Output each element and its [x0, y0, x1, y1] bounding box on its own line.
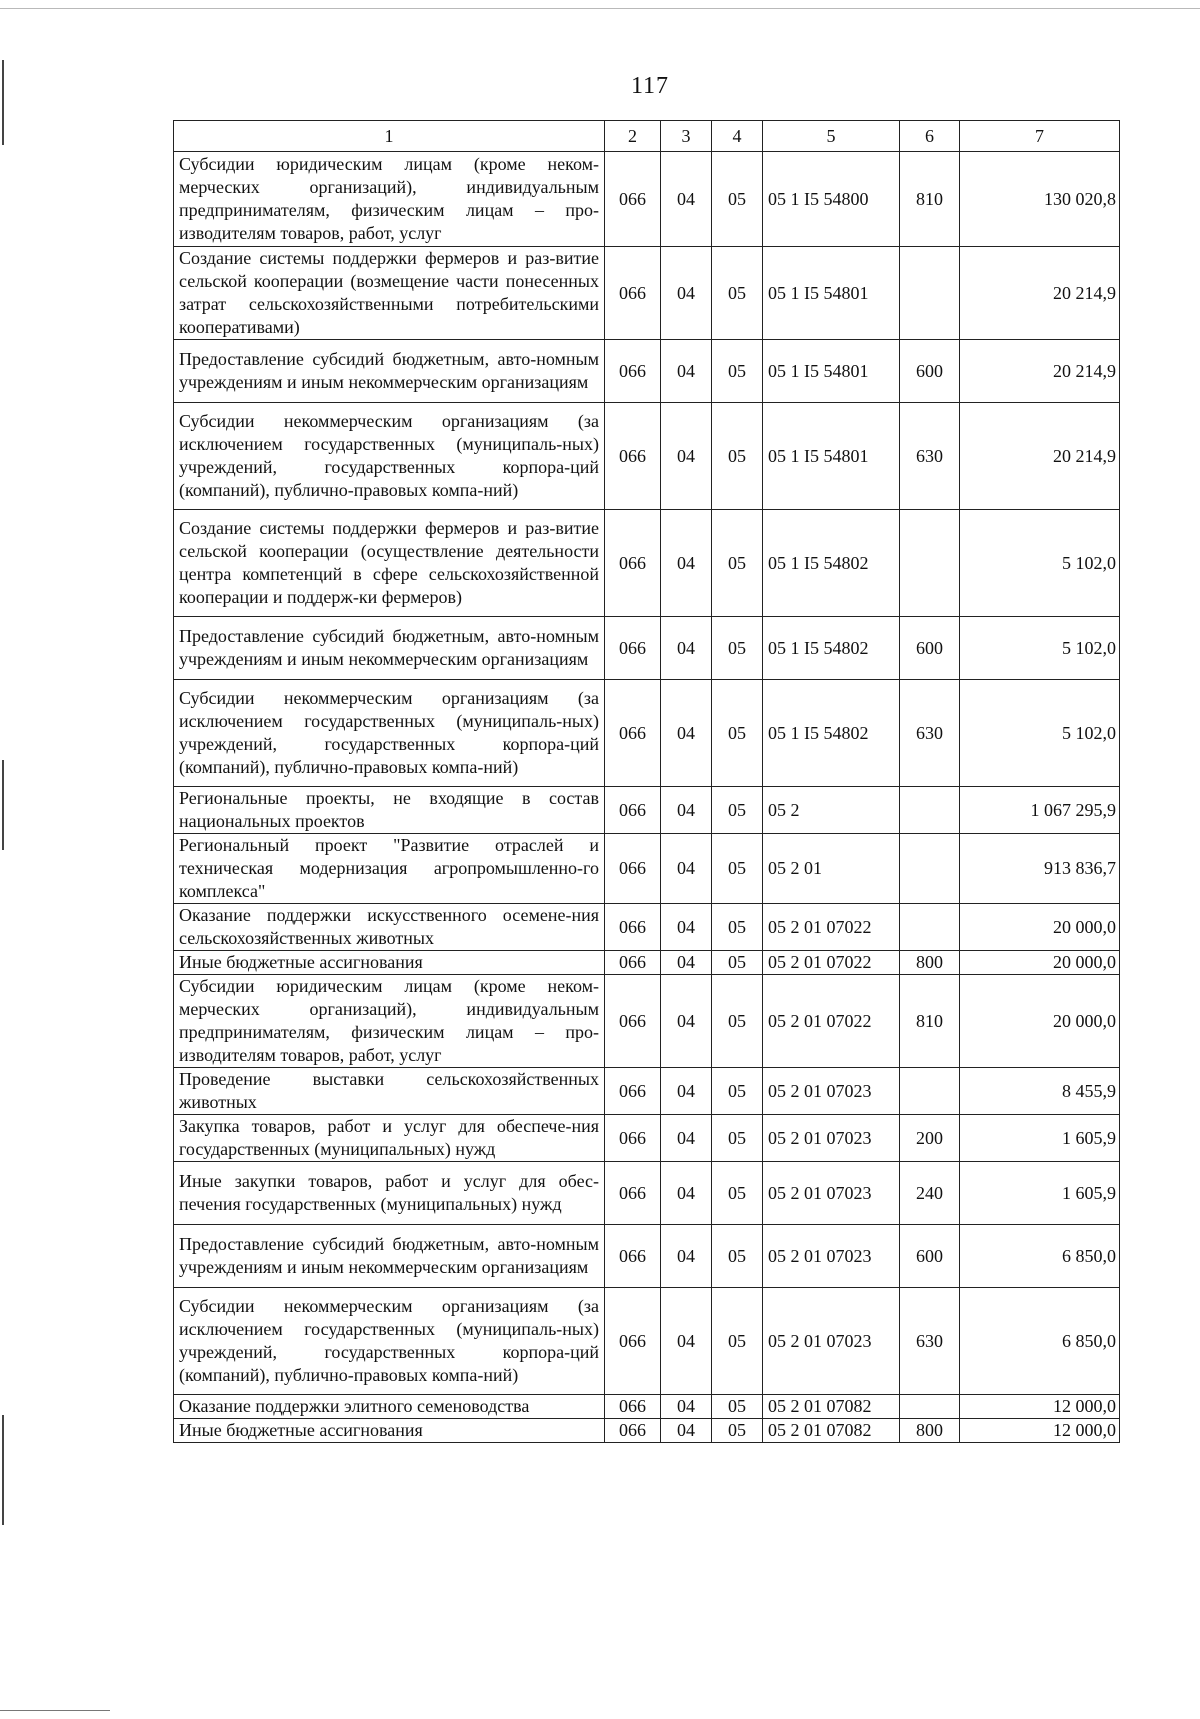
header-cell: 1 [174, 121, 605, 152]
amount-cell: 1 067 295,9 [960, 787, 1120, 834]
expense-type-cell: 630 [900, 1288, 960, 1395]
scan-bottom-mark [0, 1710, 110, 1711]
admin-code-cell: 066 [605, 152, 661, 247]
amount-cell: 5 102,0 [960, 680, 1120, 787]
expense-type-cell: 600 [900, 617, 960, 680]
section-cell: 04 [661, 1068, 712, 1115]
section-cell: 04 [661, 1115, 712, 1162]
target-article-cell: 05 2 01 07023 [763, 1288, 900, 1395]
amount-cell: 1 605,9 [960, 1115, 1120, 1162]
expense-type-cell: 630 [900, 680, 960, 787]
target-article-cell: 05 2 [763, 787, 900, 834]
amount-cell: 5 102,0 [960, 617, 1120, 680]
header-cell: 6 [900, 121, 960, 152]
target-article-cell: 05 1 I5 54800 [763, 152, 900, 247]
admin-code-cell: 066 [605, 1162, 661, 1225]
target-article-cell: 05 2 01 07022 [763, 904, 900, 951]
subsection-cell: 05 [712, 510, 763, 617]
target-article-cell: 05 1 I5 54801 [763, 340, 900, 403]
table-row [174, 834, 1120, 904]
section-cell: 04 [661, 787, 712, 834]
expense-type-cell: 600 [900, 1225, 960, 1288]
item-name-cell: Субсидии юридическим лицам (кроме неком-мерческих организаций), индивидуальным предпринимателям, физическим лицам – про-изводителям товаров, работ, услуг [174, 152, 605, 247]
table-row [174, 975, 1120, 1068]
amount-cell: 12 000,0 [960, 1419, 1120, 1443]
subsection-cell: 05 [712, 787, 763, 834]
admin-code-cell: 066 [605, 617, 661, 680]
subsection-cell: 05 [712, 834, 763, 904]
table-row [174, 1115, 1120, 1162]
section-cell: 04 [661, 247, 712, 340]
admin-code-cell: 066 [605, 904, 661, 951]
admin-code-cell: 066 [605, 951, 661, 975]
target-article-cell: 05 2 01 07023 [763, 1115, 900, 1162]
admin-code-cell: 066 [605, 1068, 661, 1115]
section-cell: 04 [661, 1225, 712, 1288]
item-name-cell: Региональный проект "Развитие отраслей и техническая модернизация агропромышленно-го комплекса" [174, 834, 605, 904]
section-cell: 04 [661, 951, 712, 975]
section-cell: 04 [661, 1288, 712, 1395]
table-row [174, 1395, 1120, 1419]
admin-code-cell: 066 [605, 975, 661, 1068]
item-name-cell: Оказание поддержки искусственного осемене-ния сельскохозяйственных животных [174, 904, 605, 951]
expense-type-cell [900, 247, 960, 340]
table-row [174, 787, 1120, 834]
section-cell: 04 [661, 975, 712, 1068]
item-name-cell: Иные бюджетные ассигнования [174, 951, 605, 975]
amount-cell: 20 214,9 [960, 403, 1120, 510]
subsection-cell: 05 [712, 340, 763, 403]
table-row [174, 403, 1120, 510]
subsection-cell: 05 [712, 975, 763, 1068]
subsection-cell: 05 [712, 247, 763, 340]
amount-cell: 20 000,0 [960, 975, 1120, 1068]
target-article-cell: 05 1 I5 54801 [763, 247, 900, 340]
scan-left-mark [2, 1415, 4, 1525]
item-name-cell: Субсидии некоммерческим организациям (за исключением государственных (муниципаль-ных) учреждений, государственных корпора-ций (компаний), публично-правовых компа-ний) [174, 680, 605, 787]
amount-cell: 20 000,0 [960, 904, 1120, 951]
item-name-cell: Иные бюджетные ассигнования [174, 1419, 605, 1443]
amount-cell: 130 020,8 [960, 152, 1120, 247]
header-cell: 2 [605, 121, 661, 152]
expense-type-cell [900, 834, 960, 904]
header-cell: 3 [661, 121, 712, 152]
item-name-cell: Субсидии некоммерческим организациям (за исключением государственных (муниципаль-ных) учреждений, государственных корпора-ций (компаний), публично-правовых компа-ний) [174, 403, 605, 510]
scan-top-edge [0, 8, 1200, 9]
admin-code-cell: 066 [605, 403, 661, 510]
target-article-cell: 05 1 I5 54802 [763, 510, 900, 617]
item-name-cell: Оказание поддержки элитного семеноводства [174, 1395, 605, 1419]
section-cell: 04 [661, 834, 712, 904]
section-cell: 04 [661, 152, 712, 247]
item-name-cell: Предоставление субсидий бюджетным, авто-номным учреждениям и иным некоммерческим организациям [174, 1225, 605, 1288]
target-article-cell: 05 1 I5 54802 [763, 680, 900, 787]
amount-cell: 20 214,9 [960, 247, 1120, 340]
admin-code-cell: 066 [605, 1395, 661, 1419]
item-name-cell: Субсидии некоммерческим организациям (за исключением государственных (муниципаль-ных) учреждений, государственных корпора-ций (компаний), публично-правовых компа-ний) [174, 1288, 605, 1395]
section-cell: 04 [661, 1162, 712, 1225]
expense-type-cell: 630 [900, 403, 960, 510]
subsection-cell: 05 [712, 904, 763, 951]
admin-code-cell: 066 [605, 247, 661, 340]
expense-type-cell: 800 [900, 951, 960, 975]
subsection-cell: 05 [712, 1115, 763, 1162]
expense-type-cell [900, 904, 960, 951]
section-cell: 04 [661, 510, 712, 617]
amount-cell: 20 214,9 [960, 340, 1120, 403]
table-row [174, 340, 1120, 403]
target-article-cell: 05 2 01 07023 [763, 1225, 900, 1288]
expense-type-cell [900, 1068, 960, 1115]
amount-cell: 6 850,0 [960, 1225, 1120, 1288]
table-row [174, 1288, 1120, 1395]
item-name-cell: Закупка товаров, работ и услуг для обеспече-ния государственных (муниципальных) нужд [174, 1115, 605, 1162]
subsection-cell: 05 [712, 1395, 763, 1419]
scan-left-mark [2, 760, 4, 850]
header-cell: 7 [960, 121, 1120, 152]
table-row [174, 1225, 1120, 1288]
section-cell: 04 [661, 680, 712, 787]
section-cell: 04 [661, 617, 712, 680]
section-cell: 04 [661, 1419, 712, 1443]
table-row [174, 680, 1120, 787]
amount-cell: 1 605,9 [960, 1162, 1120, 1225]
subsection-cell: 05 [712, 403, 763, 510]
table-row [174, 1419, 1120, 1443]
table-row [174, 1068, 1120, 1115]
target-article-cell: 05 2 01 07023 [763, 1162, 900, 1225]
item-name-cell: Иные закупки товаров, работ и услуг для обес-печения государственных (муниципальных) нужд [174, 1162, 605, 1225]
expense-type-cell: 600 [900, 340, 960, 403]
page-number: 117 [630, 73, 670, 99]
expense-type-cell: 810 [900, 152, 960, 247]
amount-cell: 6 850,0 [960, 1288, 1120, 1395]
expense-type-cell: 240 [900, 1162, 960, 1225]
target-article-cell: 05 1 I5 54802 [763, 617, 900, 680]
subsection-cell: 05 [712, 1225, 763, 1288]
admin-code-cell: 066 [605, 834, 661, 904]
target-article-cell: 05 2 01 07022 [763, 975, 900, 1068]
subsection-cell: 05 [712, 1162, 763, 1225]
admin-code-cell: 066 [605, 1225, 661, 1288]
budget-table [173, 120, 1120, 1443]
amount-cell: 5 102,0 [960, 510, 1120, 617]
subsection-cell: 05 [712, 617, 763, 680]
table-header-row [174, 121, 1120, 152]
table-row [174, 510, 1120, 617]
table-row [174, 247, 1120, 340]
header-cell: 4 [712, 121, 763, 152]
expense-type-cell [900, 1395, 960, 1419]
section-cell: 04 [661, 904, 712, 951]
expense-type-cell [900, 787, 960, 834]
admin-code-cell: 066 [605, 680, 661, 787]
target-article-cell: 05 2 01 07082 [763, 1395, 900, 1419]
subsection-cell: 05 [712, 152, 763, 247]
table-row [174, 1162, 1120, 1225]
item-name-cell: Создание системы поддержки фермеров и раз-витие сельской кооперации (возмещение части понесенных затрат сельскохозяйственными потребительскими кооперативами) [174, 247, 605, 340]
subsection-cell: 05 [712, 951, 763, 975]
table-row [174, 617, 1120, 680]
item-name-cell: Предоставление субсидий бюджетным, авто-номным учреждениям и иным некоммерческим организациям [174, 617, 605, 680]
target-article-cell: 05 1 I5 54801 [763, 403, 900, 510]
admin-code-cell: 066 [605, 1115, 661, 1162]
admin-code-cell: 066 [605, 510, 661, 617]
table-row [174, 904, 1120, 951]
item-name-cell: Проведение выставки сельскохозяйственных животных [174, 1068, 605, 1115]
amount-cell: 8 455,9 [960, 1068, 1120, 1115]
item-name-cell: Создание системы поддержки фермеров и раз-витие сельской кооперации (осуществление деятельности центра компетенций в сфере сельскохозяйственной кооперации и поддерж-ки фермеров) [174, 510, 605, 617]
amount-cell: 12 000,0 [960, 1395, 1120, 1419]
subsection-cell: 05 [712, 1419, 763, 1443]
header-cell: 5 [763, 121, 900, 152]
section-cell: 04 [661, 340, 712, 403]
subsection-cell: 05 [712, 1288, 763, 1395]
section-cell: 04 [661, 1395, 712, 1419]
target-article-cell: 05 2 01 [763, 834, 900, 904]
section-cell: 04 [661, 403, 712, 510]
target-article-cell: 05 2 01 07023 [763, 1068, 900, 1115]
admin-code-cell: 066 [605, 340, 661, 403]
expense-type-cell: 810 [900, 975, 960, 1068]
admin-code-cell: 066 [605, 1419, 661, 1443]
item-name-cell: Субсидии юридическим лицам (кроме неком-мерческих организаций), индивидуальным предпринимателям, физическим лицам – про-изводителям товаров, работ, услуг [174, 975, 605, 1068]
subsection-cell: 05 [712, 1068, 763, 1115]
table-row [174, 951, 1120, 975]
item-name-cell: Предоставление субсидий бюджетным, авто-номным учреждениям и иным некоммерческим организациям [174, 340, 605, 403]
admin-code-cell: 066 [605, 787, 661, 834]
amount-cell: 913 836,7 [960, 834, 1120, 904]
amount-cell: 20 000,0 [960, 951, 1120, 975]
target-article-cell: 05 2 01 07082 [763, 1419, 900, 1443]
expense-type-cell [900, 510, 960, 617]
table-row [174, 152, 1120, 247]
subsection-cell: 05 [712, 680, 763, 787]
expense-type-cell: 800 [900, 1419, 960, 1443]
target-article-cell: 05 2 01 07022 [763, 951, 900, 975]
admin-code-cell: 066 [605, 1288, 661, 1395]
item-name-cell: Региональные проекты, не входящие в состав национальных проектов [174, 787, 605, 834]
expense-type-cell: 200 [900, 1115, 960, 1162]
